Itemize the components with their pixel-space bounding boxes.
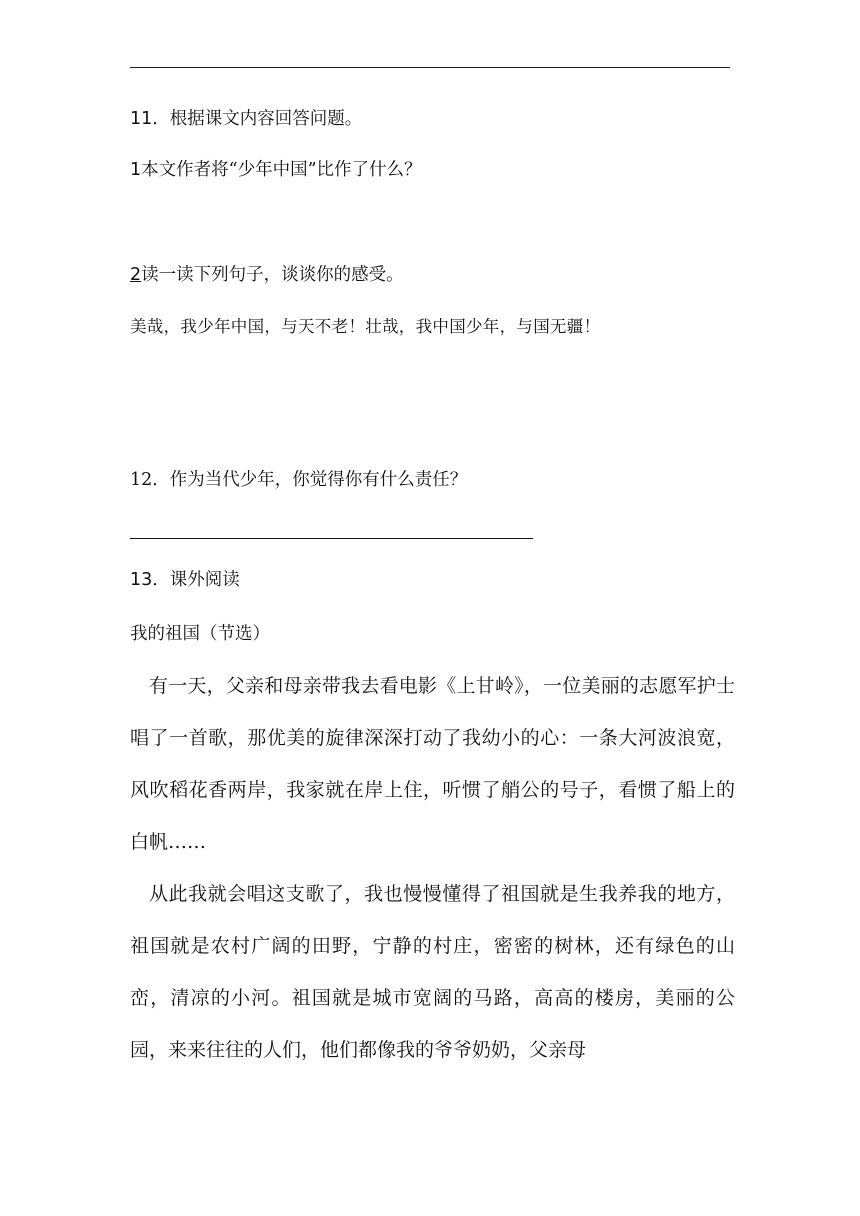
header-rule xyxy=(130,67,730,68)
question-11-sub1 xyxy=(130,158,422,182)
answer-blank-line xyxy=(130,538,533,539)
sub2-text: 读一读下列句子，谈谈你的感受。 xyxy=(141,265,404,285)
question-13-title: 13．课外阅读 xyxy=(130,570,240,590)
reading-title: 我的祖国（节选） xyxy=(130,624,270,644)
question-11-title: 11．根据课文内容回答问题。 xyxy=(130,109,363,129)
question-11-sub2 xyxy=(130,263,404,287)
sub1-number: 1 xyxy=(130,160,142,180)
question-12: 12．作为当代少年，你觉得你有什么责任？ xyxy=(130,470,468,490)
reading-paragraph-1: 有一天，父亲和母亲带我去看电影《上甘岭》，一位美丽的志愿军护士唱了一首歌，那优美的旋律深深打动了我幼小的心：一条大河波浪宽，风吹稻花香两岸，我家就在岸上住，听惯了艄公的号子，看惯了船上的白帆…… xyxy=(130,675,735,853)
sub2-number: 2 xyxy=(130,265,142,285)
question-11-quote: 美哉，我少年中国，与天不老！壮哉，我中国少年，与国无疆！ xyxy=(130,317,601,336)
reading-paragraph-2: 从此我就会唱这支歌了，我也慢慢懂得了祖国就是生我养我的地方，祖国就是农村广阔的田野，宁静的村庄，密密的树林，还有绿色的山峦，清凉的小河。祖国就是城市宽阔的马路，高高的楼房，美丽的公园，来来往往的人们，他们都像我的爷爷奶奶，父亲母 xyxy=(130,883,735,1061)
sub1-text: 本文作者将“少年中国”比作了什么？ xyxy=(141,160,422,180)
